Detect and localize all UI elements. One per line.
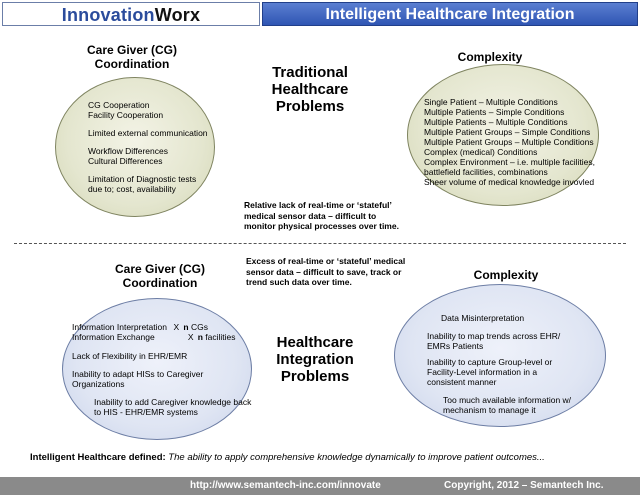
integration-cg-item: Lack of Flexibility in EHR/EMR — [72, 351, 188, 361]
footer-bar — [0, 477, 640, 495]
traditional-problems-title — [250, 64, 370, 115]
integration-complexity-item: Inability to map trends across EHR/ — [427, 331, 561, 341]
header-bar — [0, 0, 640, 28]
traditional-cg-item: due to; cost, availability — [88, 184, 176, 194]
traditional-note-line: Relative lack of real-time or ‘stateful’ — [244, 200, 392, 210]
traditional-complexity-item: Complex (medical) Conditions — [424, 147, 538, 157]
footer-copyright: Copyright, 2012 – Semantech Inc. — [444, 480, 604, 491]
traditional-title-line3: Problems — [275, 98, 345, 115]
traditional-cg-list — [88, 100, 218, 194]
title-banner — [262, 2, 638, 26]
integration-cg-item: to HIS - EHR/EMR systems — [94, 407, 198, 417]
traditional-complexity-item: Multiple Patients – Multiple Conditions — [424, 117, 568, 127]
definition-text: The ability to apply comprehensive knowledge dynamically to improve patient outcomes... — [165, 452, 545, 463]
logo-text-worx: Worx — [154, 5, 201, 25]
traditional-cg-item: Workflow Differences — [88, 146, 168, 156]
traditional-complexity-item: battlefield facilities, combinations — [424, 167, 548, 177]
integration-complexity-item: Inability to capture Group-level or — [427, 357, 553, 367]
innovationworx-logo — [3, 5, 259, 26]
traditional-note-line: medical sensor data – difficult to — [244, 210, 377, 221]
integration-note-line: trend such data over time. — [246, 277, 352, 287]
integration-title-line2: Integration — [276, 351, 354, 368]
cg-exchange-suffix: facilities — [205, 332, 236, 342]
logo-text-innovation: Innovation — [61, 5, 155, 25]
traditional-cg-item: Limited external communication — [88, 128, 208, 138]
integration-note-line: sensor data – difficult to save, track or — [246, 266, 402, 277]
integration-cg-item: Organizations — [72, 379, 125, 389]
footer-url: http://www.semantech-inc.com/innovate — [190, 480, 381, 491]
traditional-cg-item: Facility Cooperation — [88, 110, 164, 120]
definition-line — [30, 452, 545, 463]
logo-box — [2, 2, 260, 26]
cg-interpretation-x: X — [173, 322, 180, 332]
traditional-cg-item: CG Cooperation — [88, 100, 150, 110]
integration-complexity-item: EMRs Patients — [427, 341, 484, 351]
integration-problems-title — [255, 334, 375, 385]
traditional-cg-title-line1: Care Giver (CG) — [86, 43, 178, 57]
integration-title-line1: Healthcare — [276, 334, 354, 351]
integration-title-line3: Problems — [280, 368, 350, 385]
traditional-cg-title-line2: Coordination — [94, 57, 170, 71]
traditional-complexity-list — [424, 97, 594, 187]
integration-cg-list — [72, 322, 252, 417]
traditional-complexity-item: Multiple Patient Groups – Simple Conditions — [424, 127, 591, 137]
integration-complexity-item: mechanism to manage it — [443, 405, 536, 415]
cg-interpretation-label: Information Interpretation — [72, 322, 167, 332]
traditional-title-line1: Traditional — [272, 64, 348, 81]
integration-complexity-title: Complexity — [473, 268, 539, 282]
integration-complexity-item: Facility-Level information in a — [427, 367, 538, 377]
traditional-cg-title — [72, 43, 192, 71]
cg-interpretation-n: n — [183, 322, 189, 332]
integration-note-line: Excess of real-time or ‘stateful’ medical — [246, 256, 406, 266]
traditional-cg-item: Limitation of Diagnostic tests — [88, 174, 197, 184]
integration-cg-item: Inability to add Caregiver knowledge back — [94, 397, 252, 407]
integration-cg-title-line1: Care Giver (CG) — [114, 262, 206, 276]
integration-cg-title-line2: Coordination — [122, 276, 198, 290]
page-title: Intelligent Healthcare Integration — [325, 6, 575, 23]
traditional-complexity-item: Multiple Patients – Simple Conditions — [424, 107, 565, 117]
traditional-note-line: monitor physical processes over time. — [244, 221, 399, 231]
traditional-complexity-item: Complex Environment – i.e. multiple facilities, — [424, 157, 596, 167]
traditional-complexity-item: Sheer volume of medical knowledge invovled — [424, 177, 595, 187]
traditional-cg-item: Cultural Differences — [88, 156, 163, 166]
integration-complexity-list — [427, 313, 597, 415]
cg-exchange-row — [72, 332, 252, 342]
cg-exchange-label: Information Exchange — [72, 332, 155, 342]
integration-complexity-item: consistent manner — [427, 377, 497, 387]
traditional-sensor-note — [244, 200, 424, 232]
integration-complexity-item: Data Misinterpretation — [441, 313, 525, 323]
integration-cg-title — [100, 262, 220, 290]
cg-interpretation-suffix: CGs — [190, 322, 208, 332]
traditional-complexity-item: Multiple Patient Groups – Multiple Conditions — [424, 137, 594, 147]
cg-interpretation-row — [72, 322, 252, 332]
integration-cg-item: Inability to adapt HISs to Caregiver — [72, 369, 204, 379]
integration-complexity-item: Too much available information w/ — [443, 395, 572, 405]
traditional-complexity-item: Single Patient – Multiple Conditions — [424, 97, 558, 107]
definition-label: Intelligent Healthcare defined: — [30, 452, 166, 463]
cg-exchange-n: n — [197, 332, 203, 342]
cg-exchange-x: X — [187, 332, 194, 342]
section-divider — [14, 243, 626, 244]
traditional-complexity-title: Complexity — [457, 50, 523, 64]
integration-sensor-note — [246, 256, 426, 288]
traditional-title-line2: Healthcare — [271, 81, 349, 98]
